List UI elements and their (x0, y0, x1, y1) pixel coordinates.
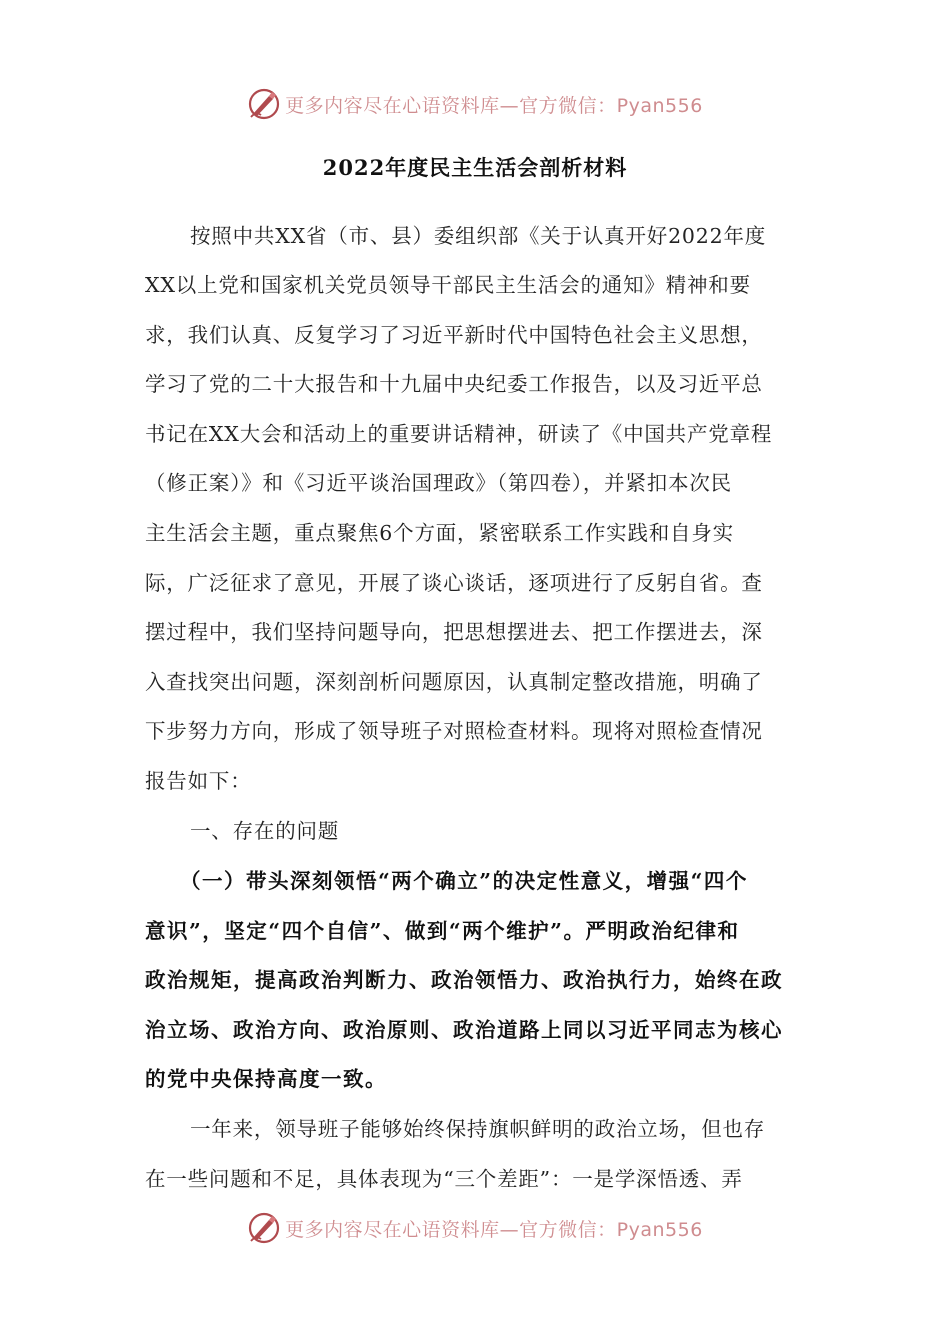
footer-banner (0, 1208, 950, 1248)
subsection-line: 的党中央保持高度一致。 (145, 1067, 387, 1091)
subsection-line: 意识”，坚定“四个自信”、做到“两个维护”。严明政治纪律和 (145, 919, 740, 943)
pen-logo-icon (247, 87, 281, 121)
subsection-line: 治立场、政治方向、政治原则、政治道路上同以习近平同志为核心 (145, 1018, 783, 1042)
paragraph-line: 入查找突出问题，深刻剖析问题原因，认真制定整改措施，明确了 (145, 670, 763, 694)
paragraph-line: 报告如下： (145, 769, 252, 793)
paragraph-line: 求，我们认真、反复学习了习近平新时代中国特色社会主义思想， (145, 323, 763, 347)
header-banner (0, 84, 950, 124)
paragraph-line: 书记在XX大会和活动上的重要讲话精神，研读了《中国共产党章程 (145, 422, 773, 446)
section-heading: 一、存在的问题 (190, 819, 340, 843)
paragraph-line: 一年来，领导班子能够始终保持旗帜鲜明的政治立场，但也存 (190, 1117, 766, 1141)
paragraph-line: 摆过程中，我们坚持问题导向，把思想摆进去、把工作摆进去，深 (145, 620, 763, 644)
paragraph-line: 在一些问题和不足，具体表现为“三个差距”：一是学深悟透、弄 (145, 1167, 743, 1191)
paragraph-line: XX以上党和国家机关党员领导干部民主生活会的通知》精神和要 (145, 273, 751, 297)
paragraph-line: 际，广泛征求了意见，开展了谈心谈话，逐项进行了反躬自省。查 (145, 571, 763, 595)
document-title: 2022年度民主生活会剖析材料 (322, 155, 628, 180)
header-banner-text: 更多内容尽在心语资料库—官方微信：Pyan556 (285, 94, 703, 117)
subsection-line: 政治规矩，提高政治判断力、政治领悟力、政治执行力，始终在政 (145, 968, 783, 992)
paragraph-line: 按照中共XX省（市、县）委组织部《关于认真开好2022年度 (190, 224, 767, 248)
pen-logo-icon (247, 1211, 281, 1245)
paragraph-line: （修正案）》和《习近平谈治国理政》（第四卷），并紧扣本次民 (145, 471, 732, 495)
paragraph-line: 下步努力方向，形成了领导班子对照检查材料。现将对照检查情况 (145, 719, 763, 743)
paragraph-line: 学习了党的二十大报告和十九届中央纪委工作报告，以及习近平总 (145, 372, 763, 396)
paragraph-line: 主生活会主题，重点聚焦6个方面，紧密联系工作实践和自身实 (145, 521, 734, 545)
subsection-line: （一）带头深刻领悟“两个确立”的决定性意义，增强“四个 (180, 869, 748, 893)
footer-banner-text: 更多内容尽在心语资料库—官方微信：Pyan556 (285, 1218, 703, 1241)
